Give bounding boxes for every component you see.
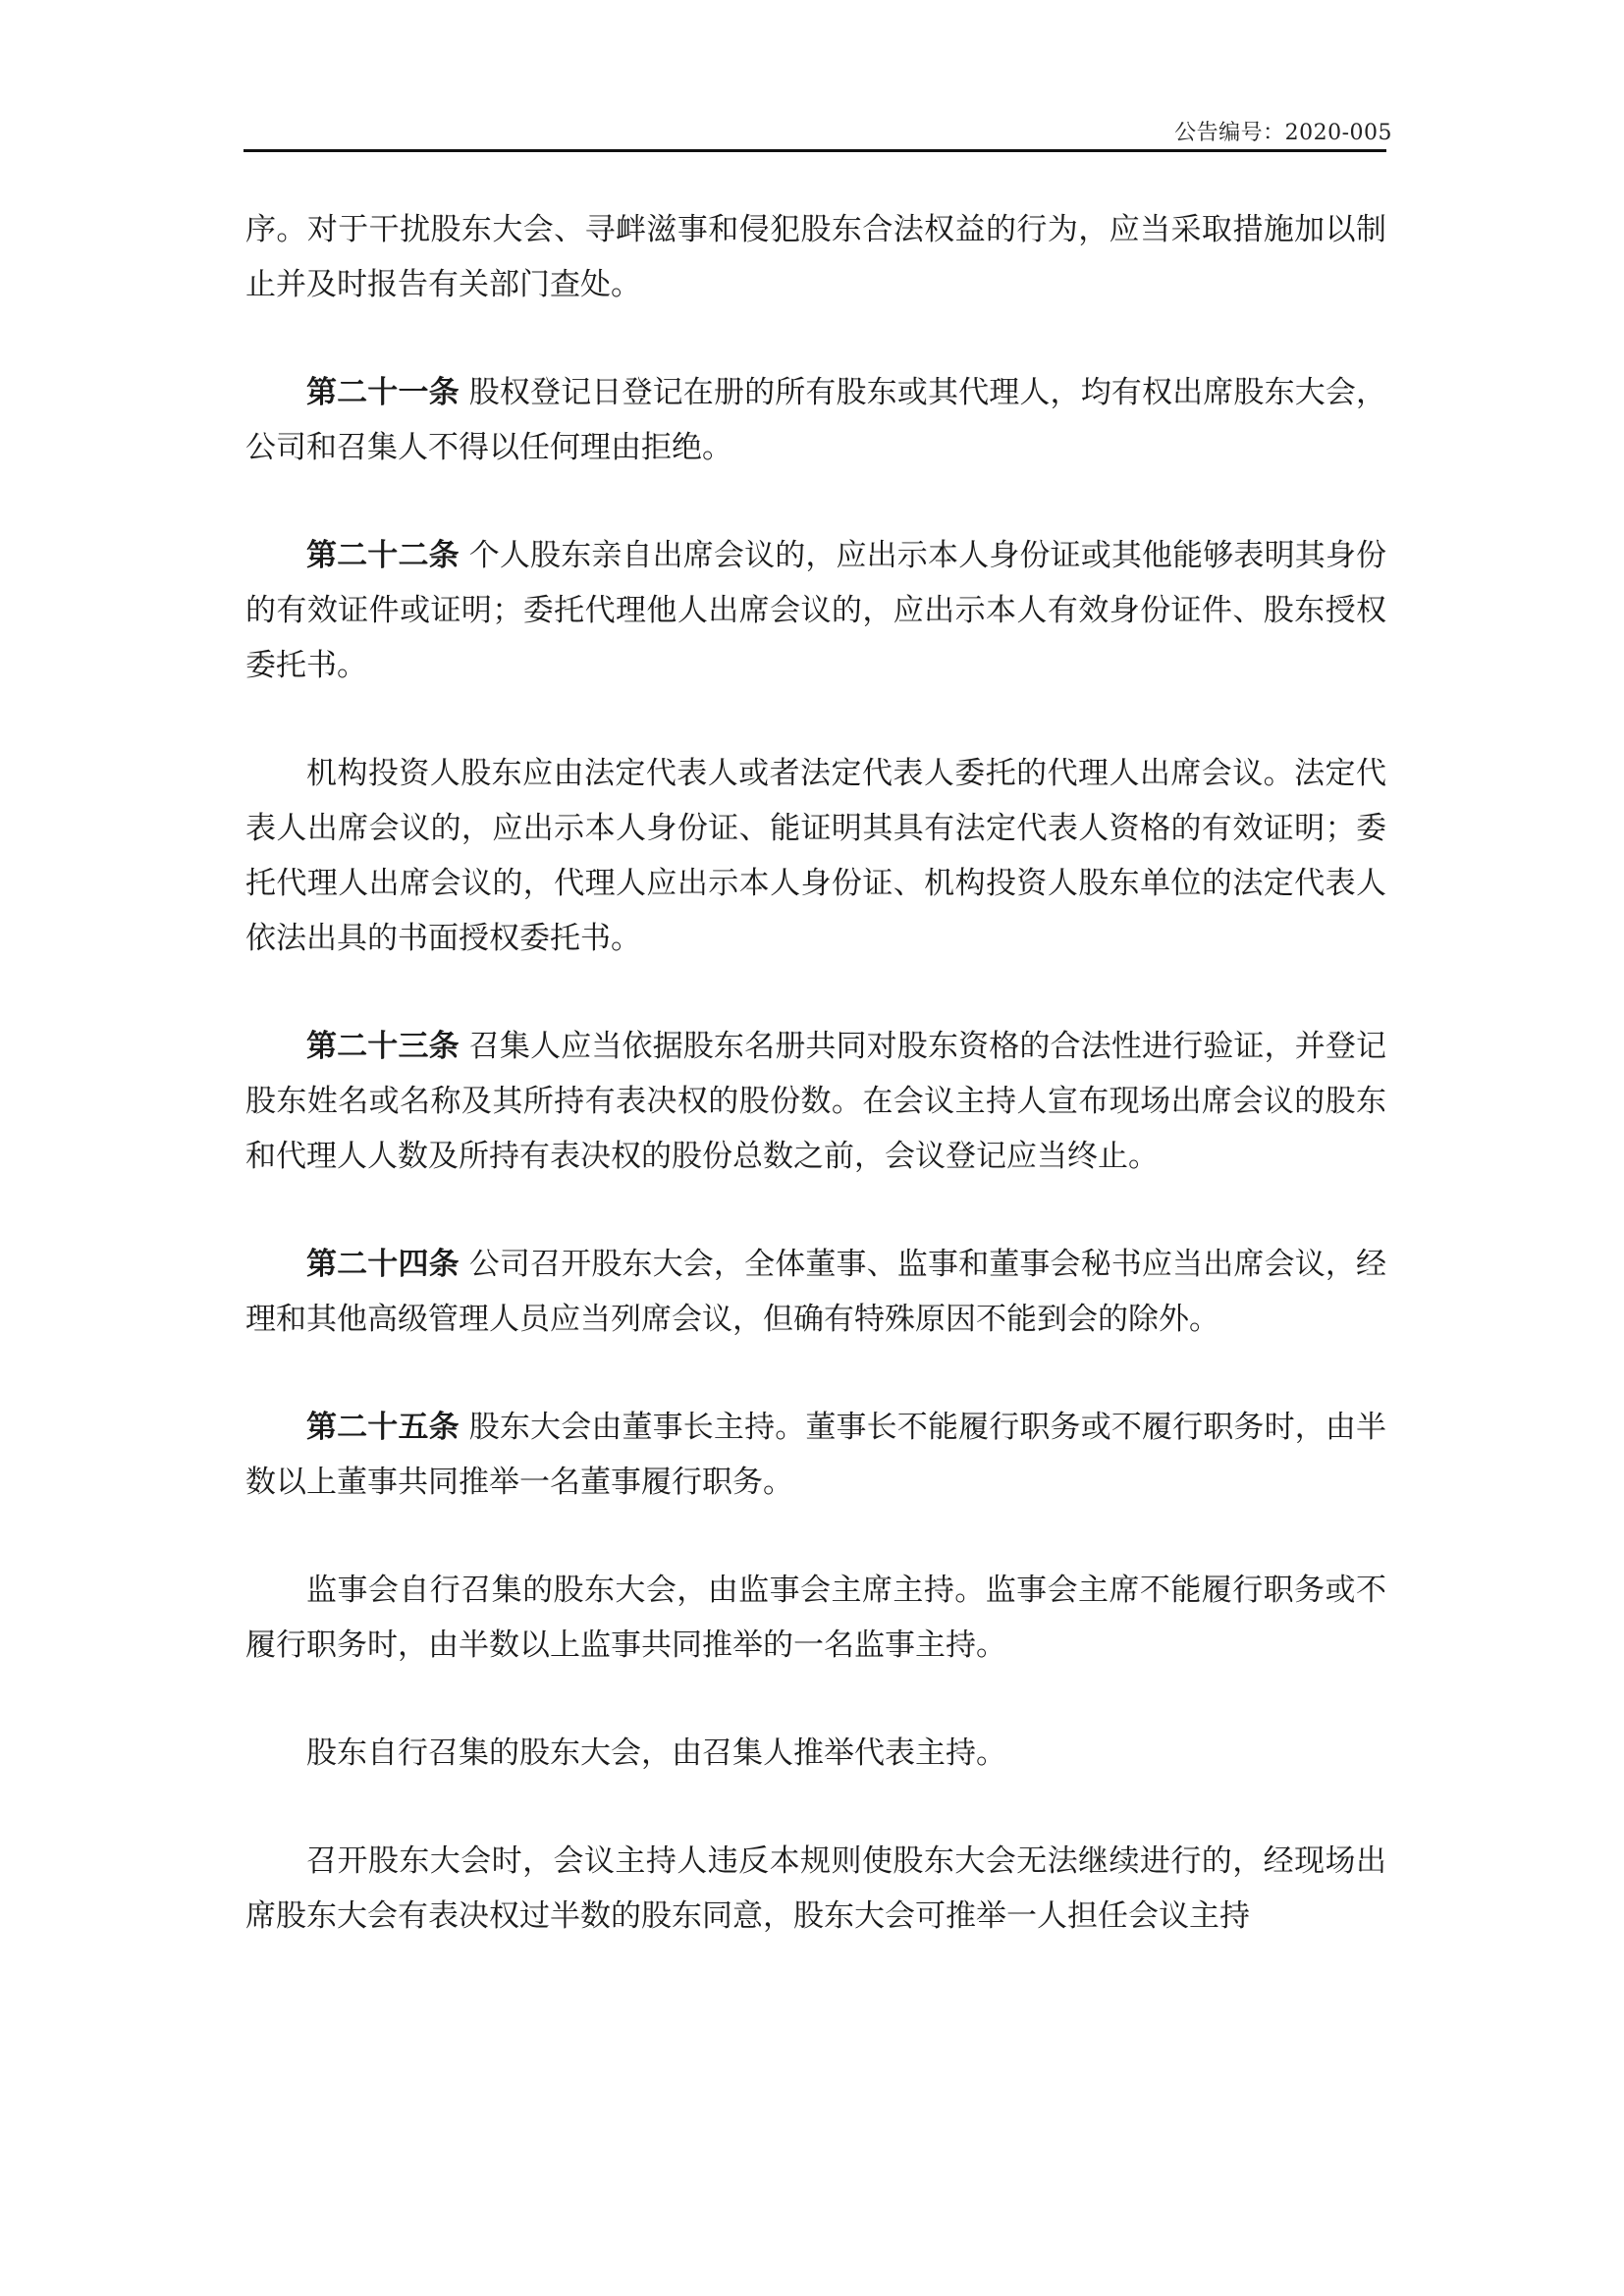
article-number: 第二十一条 bbox=[306, 375, 460, 410]
article-22 bbox=[245, 528, 1386, 693]
paragraph-text: 监事会自行召集的股东大会，由监事会主席主持。监事会主席不能履行职务或不履行职务时，由半数以上监事共同推举的一名监事主持。 bbox=[245, 1573, 1386, 1663]
article-25-paragraph-2 bbox=[245, 1563, 1386, 1673]
paragraph-text: 股东自行召集的股东大会，由召集人推举代表主持。 bbox=[306, 1735, 1006, 1771]
article-23 bbox=[245, 1019, 1386, 1184]
header-divider bbox=[244, 149, 1386, 152]
article-25-paragraph-4 bbox=[245, 1834, 1386, 1944]
article-number: 第二十五条 bbox=[306, 1410, 460, 1445]
article-25 bbox=[245, 1400, 1386, 1510]
announcement-number: 公告编号：2020-005 bbox=[1174, 121, 1392, 145]
paragraph-text: 公司召开股东大会，全体董事、监事和董事会秘书应当出席会议，经理和其他高级管理人员应当列席会议，但确有特殊原因不能到会的除外。 bbox=[245, 1247, 1387, 1337]
paragraph-text: 序。对于干扰股东大会、寻衅滋事和侵犯股东合法权益的行为，应当采取措施加以制止并及时报告有关部门查处。 bbox=[245, 212, 1386, 302]
paragraph-text: 个人股东亲自出席会议的，应出示本人身份证或其他能够表明其身份的有效证件或证明；委托代理他人出席会议的，应出示本人有效身份证件、股东授权委托书。 bbox=[245, 538, 1387, 683]
paragraph-text: 机构投资人股东应由法定代表人或者法定代表人委托的代理人出席会议。法定代表人出席会议的，应出示本人身份证、能证明其具有法定代表人资格的有效证明；委托代理人出席会议的，代理人应出示本人身份证、机构投资人股东单位的法定代表人依法出具的书面授权委托书。 bbox=[245, 756, 1386, 956]
paragraph-text: 股权登记日登记在册的所有股东或其代理人，均有权出席股东大会，公司和召集人不得以任何理由拒绝。 bbox=[245, 375, 1387, 465]
document-body bbox=[245, 202, 1386, 1997]
article-24 bbox=[245, 1237, 1386, 1347]
paragraph-text: 股东大会由董事长主持。董事长不能履行职务或不履行职务时，由半数以上董事共同推举一名董事履行职务。 bbox=[245, 1410, 1387, 1500]
article-number: 第二十四条 bbox=[306, 1247, 460, 1282]
article-21 bbox=[245, 365, 1386, 475]
paragraph-text: 召集人应当依据股东名册共同对股东资格的合法性进行验证，并登记股东姓名或名称及其所持有表决权的股份数。在会议主持人宣布现场出席会议的股东和代理人人数及所持有表决权的股份总数之前，会议登记应当终止。 bbox=[245, 1029, 1387, 1174]
article-22-paragraph-2 bbox=[245, 746, 1386, 966]
article-number: 第二十二条 bbox=[306, 538, 460, 573]
article-25-paragraph-3 bbox=[245, 1726, 1386, 1781]
paragraph-text: 召开股东大会时，会议主持人违反本规则使股东大会无法继续进行的，经现场出席股东大会有表决权过半数的股东同意，股东大会可推举一人担任会议主持 bbox=[245, 1843, 1386, 1934]
paragraph-continued bbox=[245, 202, 1386, 312]
article-number: 第二十三条 bbox=[306, 1029, 460, 1064]
